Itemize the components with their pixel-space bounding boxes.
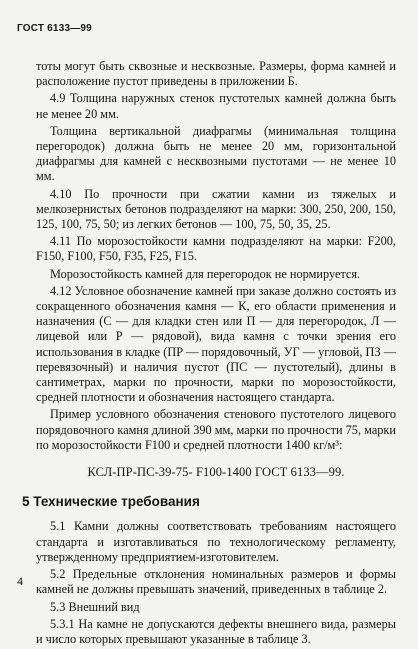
paragraph: 5.2 Предельные отклонения номинальных размеров и формы камней не должны превышать значений, приведенных в таблице 2. [36,567,396,597]
paragraph: Морозостойкость камней для перегородок не нормируется. [50,266,361,281]
paragraph: Толщина вертикальной диафрагмы (минимальная толщина перегородок) должна быть не менее 20 мм, горизонтальной диафрагмы для камней с несквозными пустотами — не менее 10 мм. [36,123,396,184]
paragraph: 4.10 По прочности при сжатии камни из тяжелых и мелкозернистых бетонов подразделяют на марки: 300, 250, 200, 150, 125, 100, 75, 50; из легких бетонов — 100, 75, 50, 35, 25. [36,186,396,232]
paragraph: 4.12 Условное обозначение камней при заказе должно состоять из сокращенного обозначения камня — К, его области применения и назначения (С — для кладки стен или П — для перегородок, Л — лицевой или Р — рядовой), вида камня с точки зрения его использования в кладке (ПР — порядовочный, УГ — угловой, ПЗ — перевязочный) и наличия пустот (ПС — пустотелый), длины в сантиметрах, марки по прочности, марки по морозостойкости, средней плотности и обозначения настоящего стандарта. [36,283,396,405]
paragraph: 5.1 Камни должны соответствовать требованиям настоящего стандарта и изготавливаться по технологическому регламенту, утвержденному предприятием-изготовителем. [36,519,396,564]
page-number: 4 [17,574,23,588]
paragraph: тоты могут быть сквозные и несквозные. Размеры, форма камней и расположение пустот приведены в приложении Б. [36,59,396,89]
paragraph: 4.11 По морозостойкости камни подразделяют на марки: F200, F150, F100, F50, F35, F25, F15. [36,234,396,264]
designation-example: КСЛ-ПР-ПС-39-75- F100-1400 ГОСТ 6133—99. [87,465,345,480]
section-title: 5 Технические требования [22,494,200,510]
paragraph: 5.3 Внешний вид [50,599,140,614]
document-body [22,59,396,649]
paragraph: Пример условного обозначения стенового пустотелого лицевого порядовочного камня длиной 390 мм, марки по прочности 75, марки по морозостойкости F100 и средней плотности 1400 кг/м³: [36,407,396,452]
paragraph: 5.3.1 На камне не допускаются дефекты внешнего вида, размеры и число которых превышают указанные в таблице 3. [36,616,396,646]
document-header: ГОСТ 6133—99 [17,23,92,34]
paragraph: 4.9 Толщина наружных стенок пустотелых камней должна быть не менее 20 мм. [36,91,396,121]
